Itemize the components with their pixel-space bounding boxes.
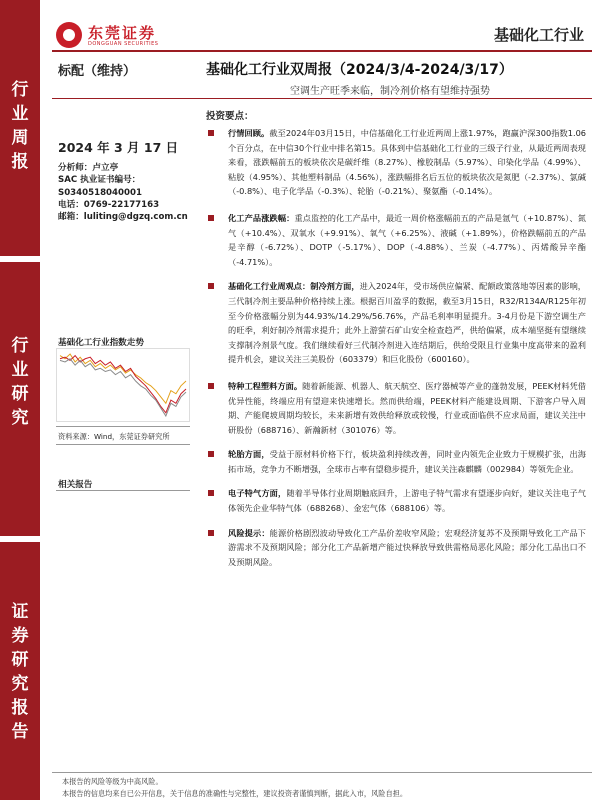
title-divider [52,98,592,99]
investment-points [204,126,586,569]
report-title: 基础化工行业双周报（2024/3/4-2024/3/17） [206,62,513,78]
chart-series-line-2 [60,356,186,413]
related-reports-label: 相关报告 [58,480,93,490]
disclaimer-note: 本报告的信息均来自已公开信息，关于信息的准确性与完整性，建议投资者谨慎判断，据此入市，风险自担。 [62,789,408,798]
analyst-cert-label: SAC 执业证书编号： [58,175,141,186]
chart-series-line-3 [60,359,186,416]
bullet-icon [208,451,214,457]
report-date: 2024 年 3 月 17 日 [58,140,179,155]
industry-title: 基础化工行业 [493,26,584,44]
point-risk-warning: 风险提示：能源价格剧烈波动导致化工产品价差收窄风险；宏观经济复苏不及预期导致化工产品下游需求不及预期风险；部分化工产品新增产能过快释放导致供需格局恶化风险；部分化工品出口不及预期风险。 [204,526,586,570]
point-market-review: 行情回顾。截至2024年03月15日，中信基础化工行业近两周上涨1.97%，跑赢沪深300指数1.06个百分点，在中信30个行业中排名第15。具体到中信基础化工行业的三级子行业，从最近两周表现来看，涨跌幅前五的板块依次是碳纤维（8.27%）、橡胶制品（5.97%）、印染化学品（4.99%）、粘胶（4.95%）、其他塑料制品（4.56%），涨跌幅排名后五位的板块依次是氮肥（-2.37%）、氯碱（-0.8%）、电子化学品（-0.3%）、轮胎（-0.21%）、聚氨酯（-0.14%）。 [204,126,586,199]
related-divider [56,490,190,491]
point-electronic-gases: 电子特气方面，随着半导体行业周期触底回升，上游电子特气需求有望逐步向好，建议关注电子气体领先企业华特气体（688268）、金宏气体（688106）等。 [204,486,586,515]
chart-frame [57,349,190,422]
bullet-icon [208,530,214,536]
bullet-icon [208,490,214,496]
bullet-icon [208,130,214,136]
risk-level-note: 本报告的风险等级为中高风险。 [62,777,163,786]
analyst-info [58,162,203,223]
footer-divider [52,772,592,773]
side-label-research: 行 业 研 究 [11,336,29,428]
point-tires: 轮胎方面，受益于原材料价格下行，板块盈利持续改善，同时业内领先企业致力于规模扩张，出海拓市场，竞争力不断增强，全球市占率有望稳步提升，建议关注森麒麟（002984）等领先企业。 [204,447,586,476]
page-header [52,14,592,50]
logo-emblem-icon [56,22,82,48]
analyst-name: 分析师：卢立亭 [58,163,119,173]
company-logo [56,22,206,52]
analyst-email[interactable]: 邮箱：luliting@dgzq.com.cn [58,212,188,223]
side-banner [0,0,40,800]
analyst-cert-number: S0340518040001 [58,187,142,198]
point-weekly-view: 基础化工行业周观点：制冷剂方面，进入2024年，受市场供应偏紧、配额政策落地等因素的影响，三代制冷剂主要品种价格持续上涨。根据百川盈孚的数据，截至3月15日，R32/R134A/R125年初至今价格涨幅分别为44.93%/14.29%/56.76%，产品毛利率明显提升。3-4月份是下游空调生产的旺季，利好制冷剂需求提升；此外上游萤石矿山安全检查趋严，供给偏紧，成本端坚挺有望继续支撑制冷剂景气度。我们继续看好三代制冷剂进入连结期后，供给受限且行业集中度高带来的盈利提升机会，建议关注三美股份（603379）和巨化股份（600160）。 [204,279,586,367]
side-label-weekly: 行 业 周 报 [11,80,29,172]
side-separator [0,536,40,542]
header-divider [52,50,592,52]
side-label-report: 证 券 研 究 报 告 [11,602,29,742]
disclaimer-footer [62,776,592,800]
bullet-icon [208,215,214,221]
investment-points-heading: 投资要点： [206,111,254,122]
chart-divider [56,426,190,427]
logo-text: 东莞证券 [88,24,157,42]
side-separator [0,256,40,262]
index-chart-title: 基础化工行业指数走势 [58,338,144,348]
bullet-icon [208,383,214,389]
index-trend-chart [56,348,190,422]
chart-source: 资料来源：Wind，东莞证券研究所 [58,432,170,441]
logo-english-text: DONGGUAN SECURITIES [88,41,159,47]
point-engineering-plastics: 特种工程塑料方面。随着新能源、机器人、航天航空、医疗器械等产业的蓬勃发展，PEEK材料凭借优异性能，终端应用有望迎来快速增长。然而供给端，PEEK材料产能建设周期、下游客户导入周期、产能爬坡周期均较长，未来新增有效供给释放或较慢，行业或面临供不应求局面，建议关注中研股份（688716）、新瀚新材（301076）等。 [204,379,586,437]
point-product-prices: 化工产品涨跌幅：重点监控的化工产品中，最近一周价格涨幅前五的产品是氩气（+10.87%）、氮气（+10.4%）、双氧水（+9.91%）、氧气（+6.25%）、液碱（+1.89%），价格跌幅前五的产品是辛醇（-6.72%）、DOTP（-5.17%）、DOP（-4.88%）、兰炭（-4.77%）、丙烯酸异辛酯（-4.71%）。 [204,211,586,269]
report-subtitle: 空调生产旺季来临，制冷剂价格有望维持强势 [290,86,490,97]
analyst-phone: 电话：0769-22177163 [58,199,160,210]
rating-label: 标配（维持） [58,64,137,79]
bullet-icon [208,283,214,289]
chart-divider [56,444,190,445]
